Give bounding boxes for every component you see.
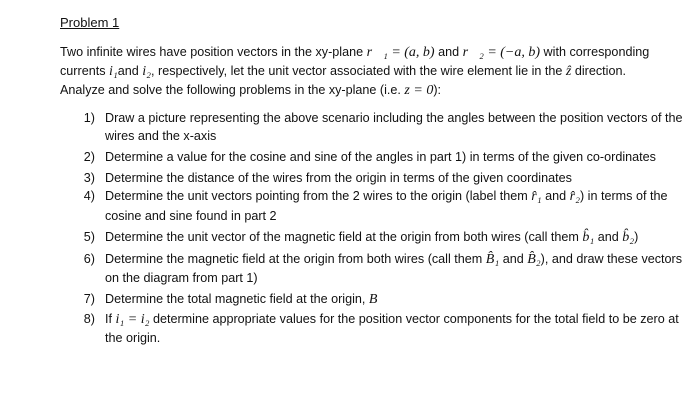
intro-text-1: Two infinite wires have position vectors in the xy-plane [60,45,367,59]
question-text [105,228,690,247]
question-number: 1) [83,110,95,125]
intro-text-7: ): [433,83,442,98]
question-text-part: ) [634,229,639,244]
current-i1: i₁ [109,64,118,80]
question-text [105,187,690,224]
question-text-part: and [541,189,570,204]
field-b2-hat: B̂₂ [527,252,541,268]
question-item-6 [60,250,690,287]
question-text [105,290,690,309]
question-item-4 [60,187,690,224]
question-number: 4) [83,189,95,204]
question-item-7 [60,290,690,309]
position-vector-r1: r⃗₁ = (a, b) [366,45,435,60]
current-i2: i₂ [142,64,152,80]
question-item-1 [60,109,690,145]
question-text-part: and [499,252,528,267]
question-text-part: Determine the magnetic field at the origin from both wires (call them [105,252,486,267]
question-text-part: Determine a value for the cosine and sine of the angles in part 1) in terms of the given co-ordinates [105,150,656,165]
question-text [105,250,690,287]
question-number: 8) [83,311,95,326]
question-text-part: ) in terms of the cosine and sine found in part 2 [105,189,668,223]
problem-page [60,14,690,347]
problem-title: Problem 1 [60,15,120,30]
question-item-3 [60,169,690,187]
question-text-part: If [105,311,116,326]
question-text-part: Determine the unit vectors pointing from the 2 wires to the origin (label them [105,189,532,204]
intro-text-4: and [117,64,143,79]
intro-text-2: and [434,45,463,59]
question-number: 3) [83,171,95,186]
intro-text-5: , respectively, let the unit vector associated with the wire element lie in the [151,64,566,79]
unit-vector-r1-hat: r̂₁ [531,189,542,205]
field-b1-hat: B̂₁ [485,252,500,268]
question-text-part: Determine the unit vector of the magnetic field at the origin from both wires (call them [105,229,583,244]
question-text-part: and [594,229,623,244]
question-number: 7) [83,292,95,307]
position-vector-r2: r⃗₂ = (−a, b) [462,45,541,60]
question-text-part: determine appropriate values for the position vector components for the total field to be zero at the origin. [105,311,679,345]
question-item-5 [60,228,690,247]
question-text [105,109,690,145]
problem-intro [60,43,650,101]
question-number: 6) [83,252,95,267]
question-number: 2) [83,150,95,165]
question-text-part: Draw a picture representing the above scenario including the angles between the position vectors of the wires and the x-axis [105,110,683,143]
unit-vector-b2-hat: b̂₂ [622,229,635,245]
unit-vector-r2-hat: r̂₂ [569,189,580,205]
currents-equal: i₁ = i₂ [115,311,150,327]
intro-text-3: with corresponding currents [60,45,650,79]
z-equals-zero: z = 0 [404,83,434,99]
question-item-2 [60,148,690,166]
question-text [105,148,690,166]
question-item-8 [60,310,690,347]
total-field-vector-b: B⃗ [368,292,389,308]
question-text [105,169,690,187]
question-text [105,310,690,347]
question-text-part: ), and draw these vectors on the diagram from part 1) [105,252,683,286]
question-text-part: Determine the distance of the wires from the origin in terms of the given coordinates [105,171,572,186]
intro-text-6: direction. Analyze and solve the following problems in the xy-plane (i.e. [60,64,626,98]
question-number: 5) [83,229,95,244]
question-list [60,109,690,347]
z-hat-symbol: ẑ [565,64,572,80]
unit-vector-b1-hat: b̂₁ [582,229,595,245]
question-text-part: Determine the total magnetic field at the origin, [105,292,369,307]
